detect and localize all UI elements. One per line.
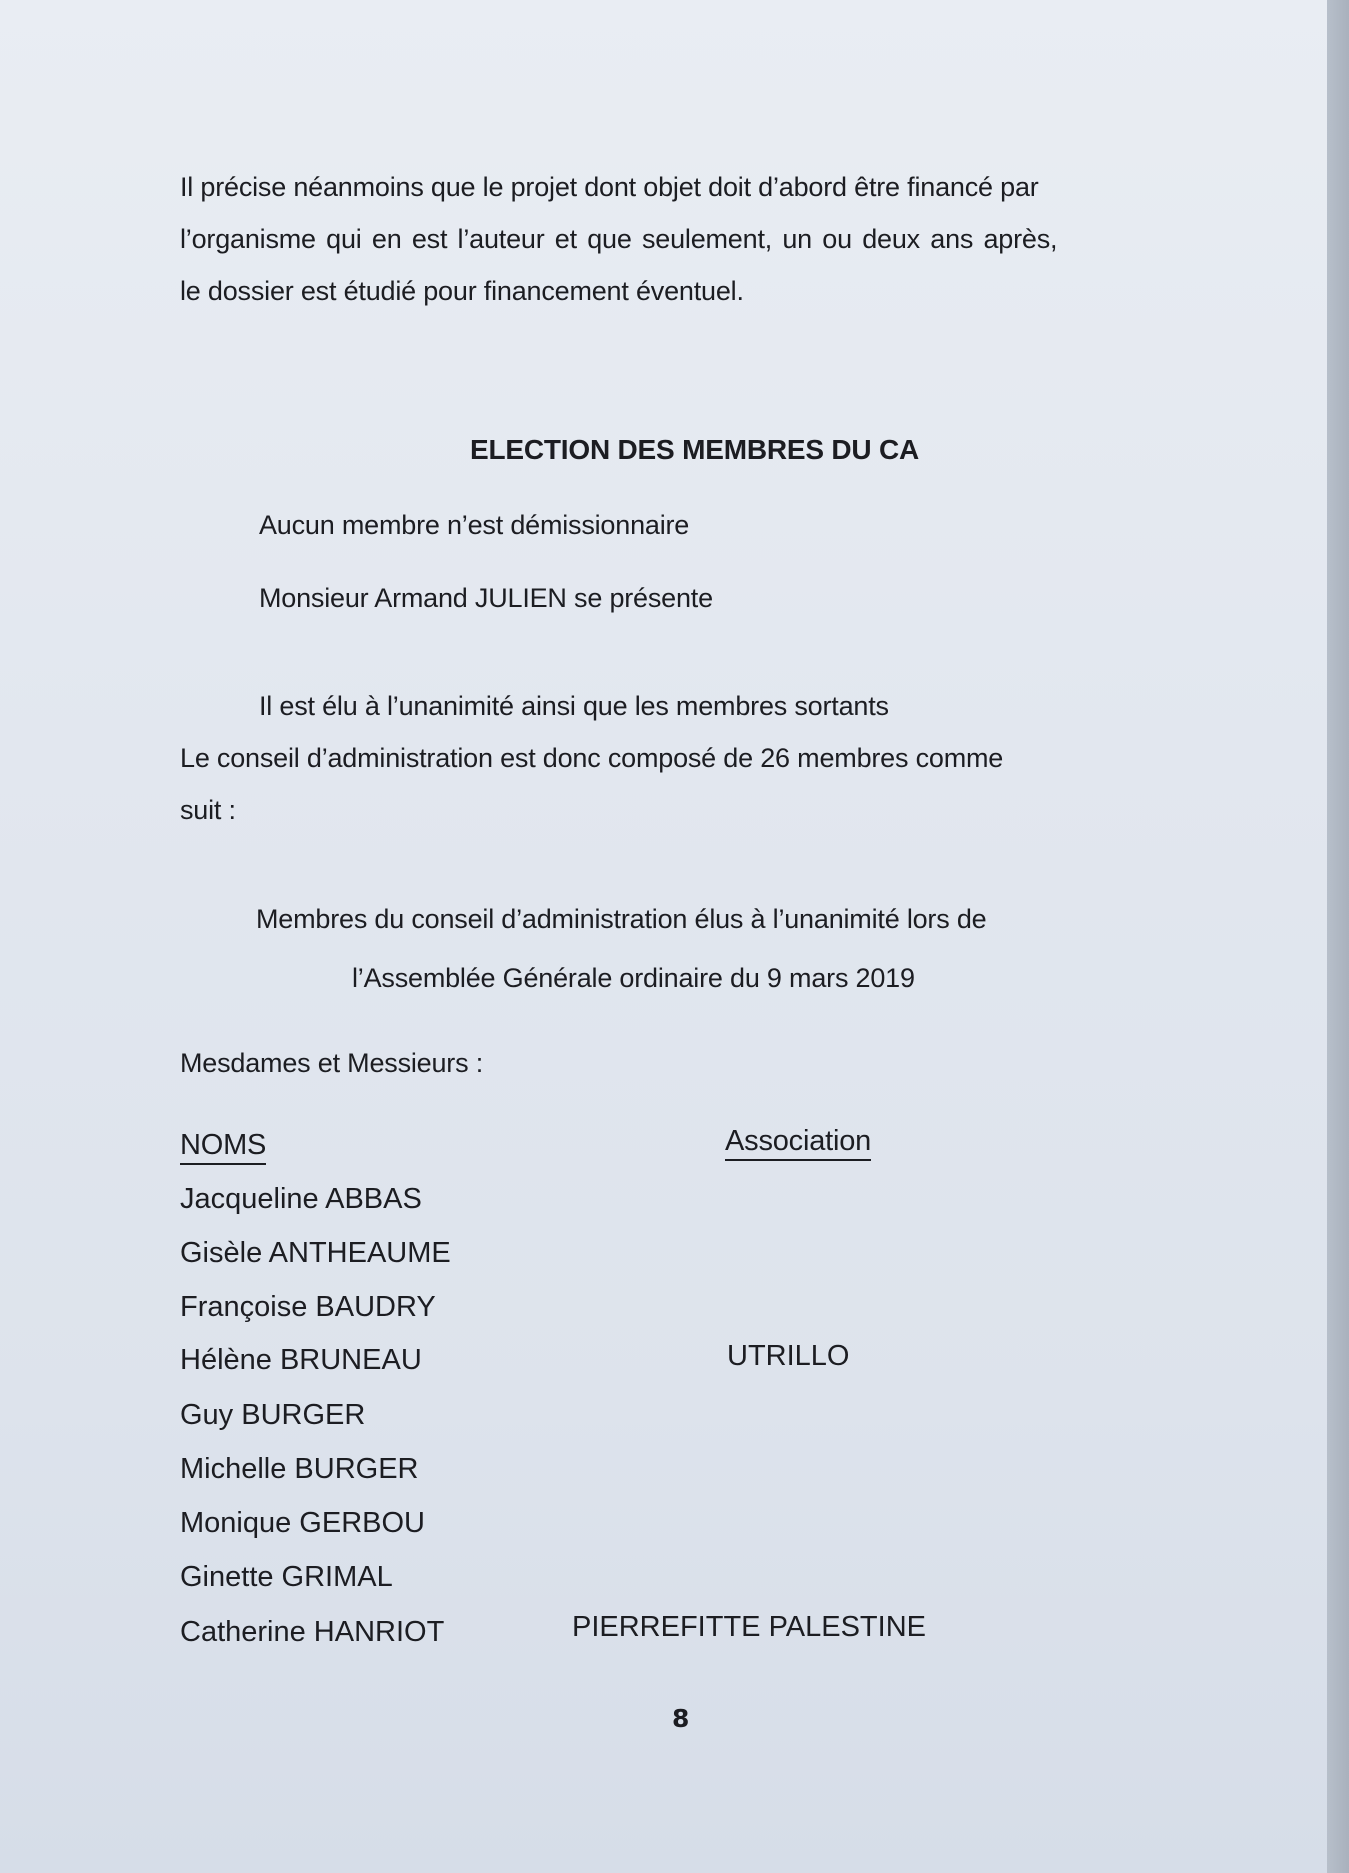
intro-line-1: Il précise néanmoins que le projet dont objet doit d’abord être financé par [180, 172, 1039, 202]
association-column-header [725, 1124, 871, 1158]
salutation: Mesdames et Messieurs : [180, 1048, 483, 1078]
member-name: Ginette GRIMAL [180, 1561, 393, 1593]
composition-line-2: suit : [180, 795, 236, 825]
intro-line-3: le dossier est étudié pour financement éventuel. [180, 276, 744, 306]
intro-line-2: l’organisme qui en est l’auteur et que seulement, un ou deux ans après, [180, 224, 1058, 254]
page-number: 8 [672, 1704, 690, 1733]
composition-line-1: Le conseil d’administration est donc composé de 26 membres comme [180, 743, 1004, 773]
association-header-label: Association [725, 1125, 871, 1161]
member-name: Gisèle ANTHEAUME [180, 1237, 451, 1269]
member-name: Hélène BRUNEAU [180, 1344, 422, 1376]
member-name: Catherine HANRIOT [180, 1616, 445, 1648]
member-name: Guy BURGER [180, 1399, 366, 1431]
names-header-label: NOMS [180, 1129, 266, 1165]
member-name: Françoise BAUDRY [180, 1291, 436, 1323]
member-name: Michelle BURGER [180, 1453, 419, 1485]
member-name: Jacqueline ABBAS [180, 1183, 422, 1215]
section-title: ELECTION DES MEMBRES DU CA [470, 434, 920, 465]
member-association: PIERREFITTE PALESTINE [572, 1611, 926, 1643]
members-heading-line-2: l’Assemblée Générale ordinaire du 9 mars 2019 [352, 963, 915, 993]
member-name: Monique GERBOU [180, 1507, 425, 1539]
names-column-header [180, 1128, 266, 1162]
no-resignation-text: Aucun membre n’est démissionnaire [259, 510, 690, 540]
members-heading-line-1: Membres du conseil d’administration élus à l’unanimité lors de [256, 904, 987, 934]
page-edge-shadow [1327, 0, 1349, 1873]
elected-text: Il est élu à l’unanimité ainsi que les membres sortants [259, 691, 889, 721]
member-association: UTRILLO [727, 1340, 850, 1372]
candidate-text: Monsieur Armand JULIEN se présente [259, 583, 713, 613]
